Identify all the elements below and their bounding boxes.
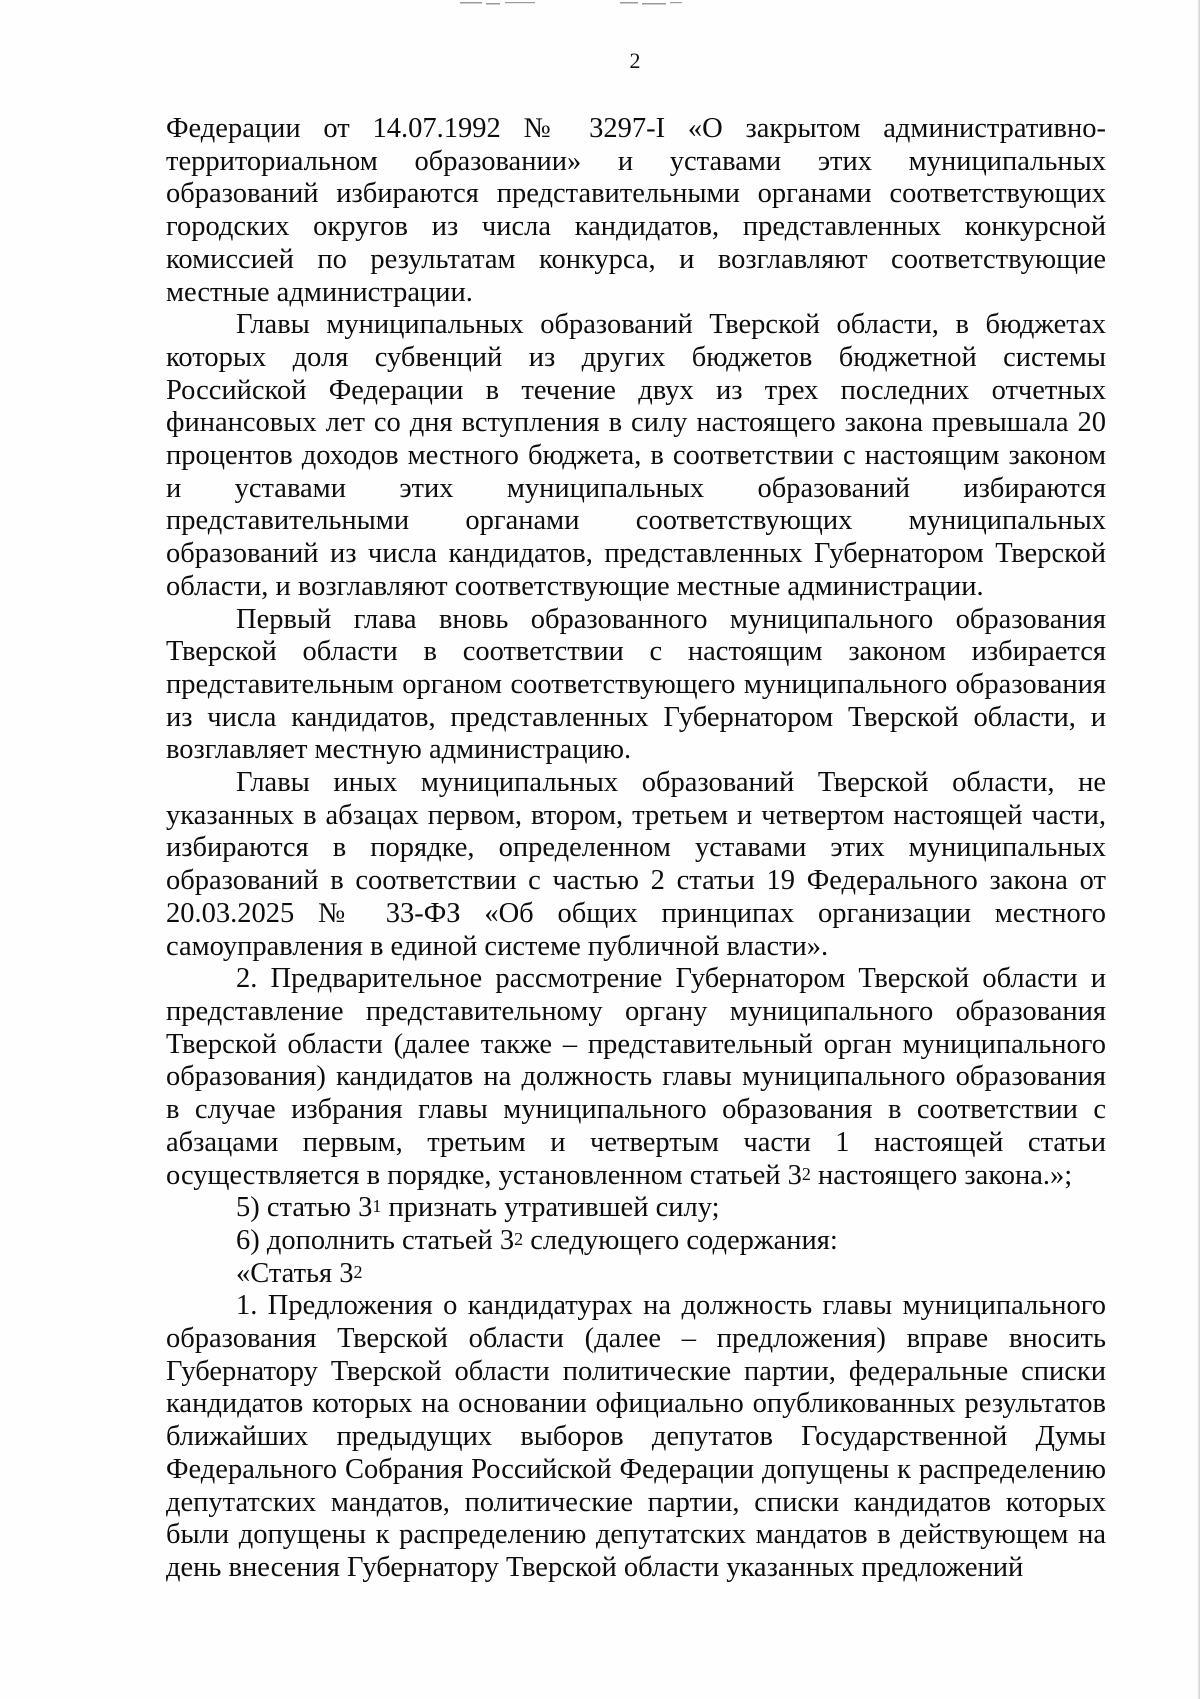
paragraph: Главы иных муниципальных образований Тверской области, не указанных в абзацах первом, втором, третьем и четвертом настоящей части, избираются в порядке, определенном уставами этих муниципальных образований в соответствии с частью 2 статьи 19 Федерального закона от 20.03.2025 № 33-ФЗ «Об общих принципах организации местного самоуправления в единой системе публичной власти». (166, 767, 1106, 962)
paragraph-text: 5) статью 3 (236, 1192, 373, 1224)
paragraph-text: 2. Предварительное рассмотрение Губернатором Тверской области и представление представительному органу муниципального образования Тверской области (далее также – представительный орган муниципального образования) кандидатов на должность главы муниципального образования в случае избрания главы муниципального образования в соответствии с абзацами первым, третьим и четвертым части 1 настоящей статьи осуществляется в порядке, установленном статьей 3 (166, 963, 1106, 1191)
paragraph: Главы муниципальных образований Тверской области, в бюджетах которых доля субвенций из других бюджетов бюджетной системы Российской Федерации в течение двух из трех последних отчетных финансовых лет со дня вступления в силу настоящего закона превышала 20 процентов доходов местного бюджета, в соответствии с настоящим законом и уставами этих муниципальных образований избираются представительными органами соответствующих муниципальных образований из числа кандидатов, представленных Губернатором Тверской области, и возглавляют соответствующие местные администрации. (166, 309, 1106, 602)
superscript: 2 (514, 1228, 524, 1249)
paragraph-text: 6) дополнить статьей 3 (236, 1224, 515, 1256)
article-heading (166, 1258, 1106, 1291)
paragraph: Федерации от 14.07.1992 № 3297-I «О закрытом административно-территориальном образовании» и уставами этих муниципальных образований избираются представительными органами соответствующих городских округов из числа кандидатов, представленных конкурсной комиссией по результатам конкурса, и возглавляют соответствующие местные администрации. (166, 113, 1106, 308)
scan-artifact (450, 0, 750, 10)
page-number: 2 (629, 48, 641, 73)
paragraph (166, 1225, 1106, 1258)
paragraph-text: настоящего закона.»; (810, 1159, 1073, 1191)
document-body (166, 113, 1106, 1585)
paragraph (166, 963, 1106, 1192)
paragraph-text: признать утратившей силу; (381, 1192, 720, 1224)
superscript: 2 (353, 1261, 363, 1282)
paragraph-text: следующего содержания: (523, 1224, 838, 1256)
paragraph (166, 1192, 1106, 1225)
superscript: 1 (372, 1196, 382, 1217)
paragraph-text: «Статья 3 (236, 1257, 354, 1289)
paragraph: Первый глава вновь образованного муниципального образования Тверской области в соответствии с настоящим законом избирается представительным органом соответствующего муниципального образования из числа кандидатов, представленных Губернатором Тверской области, и возглавляет местную администрацию. (166, 603, 1106, 766)
superscript: 2 (801, 1163, 811, 1184)
paragraph: 1. Предложения о кандидатурах на должность главы муниципального образования Тверской области (далее – предложения) вправе вносить Губернатору Тверской области политические партии, федеральные списки кандидатов которых на основании официально опубликованных результатов ближайших предыдущих выборов депутатов Государственной Думы Федерального Собрания Российской Федерации допущены к распределению депутатских мандатов, политические партии, списки кандидатов которых были допущены к распределению депутатских мандатов в действующем на день внесения Губернатору Тверской области указанных предложений (166, 1290, 1106, 1583)
